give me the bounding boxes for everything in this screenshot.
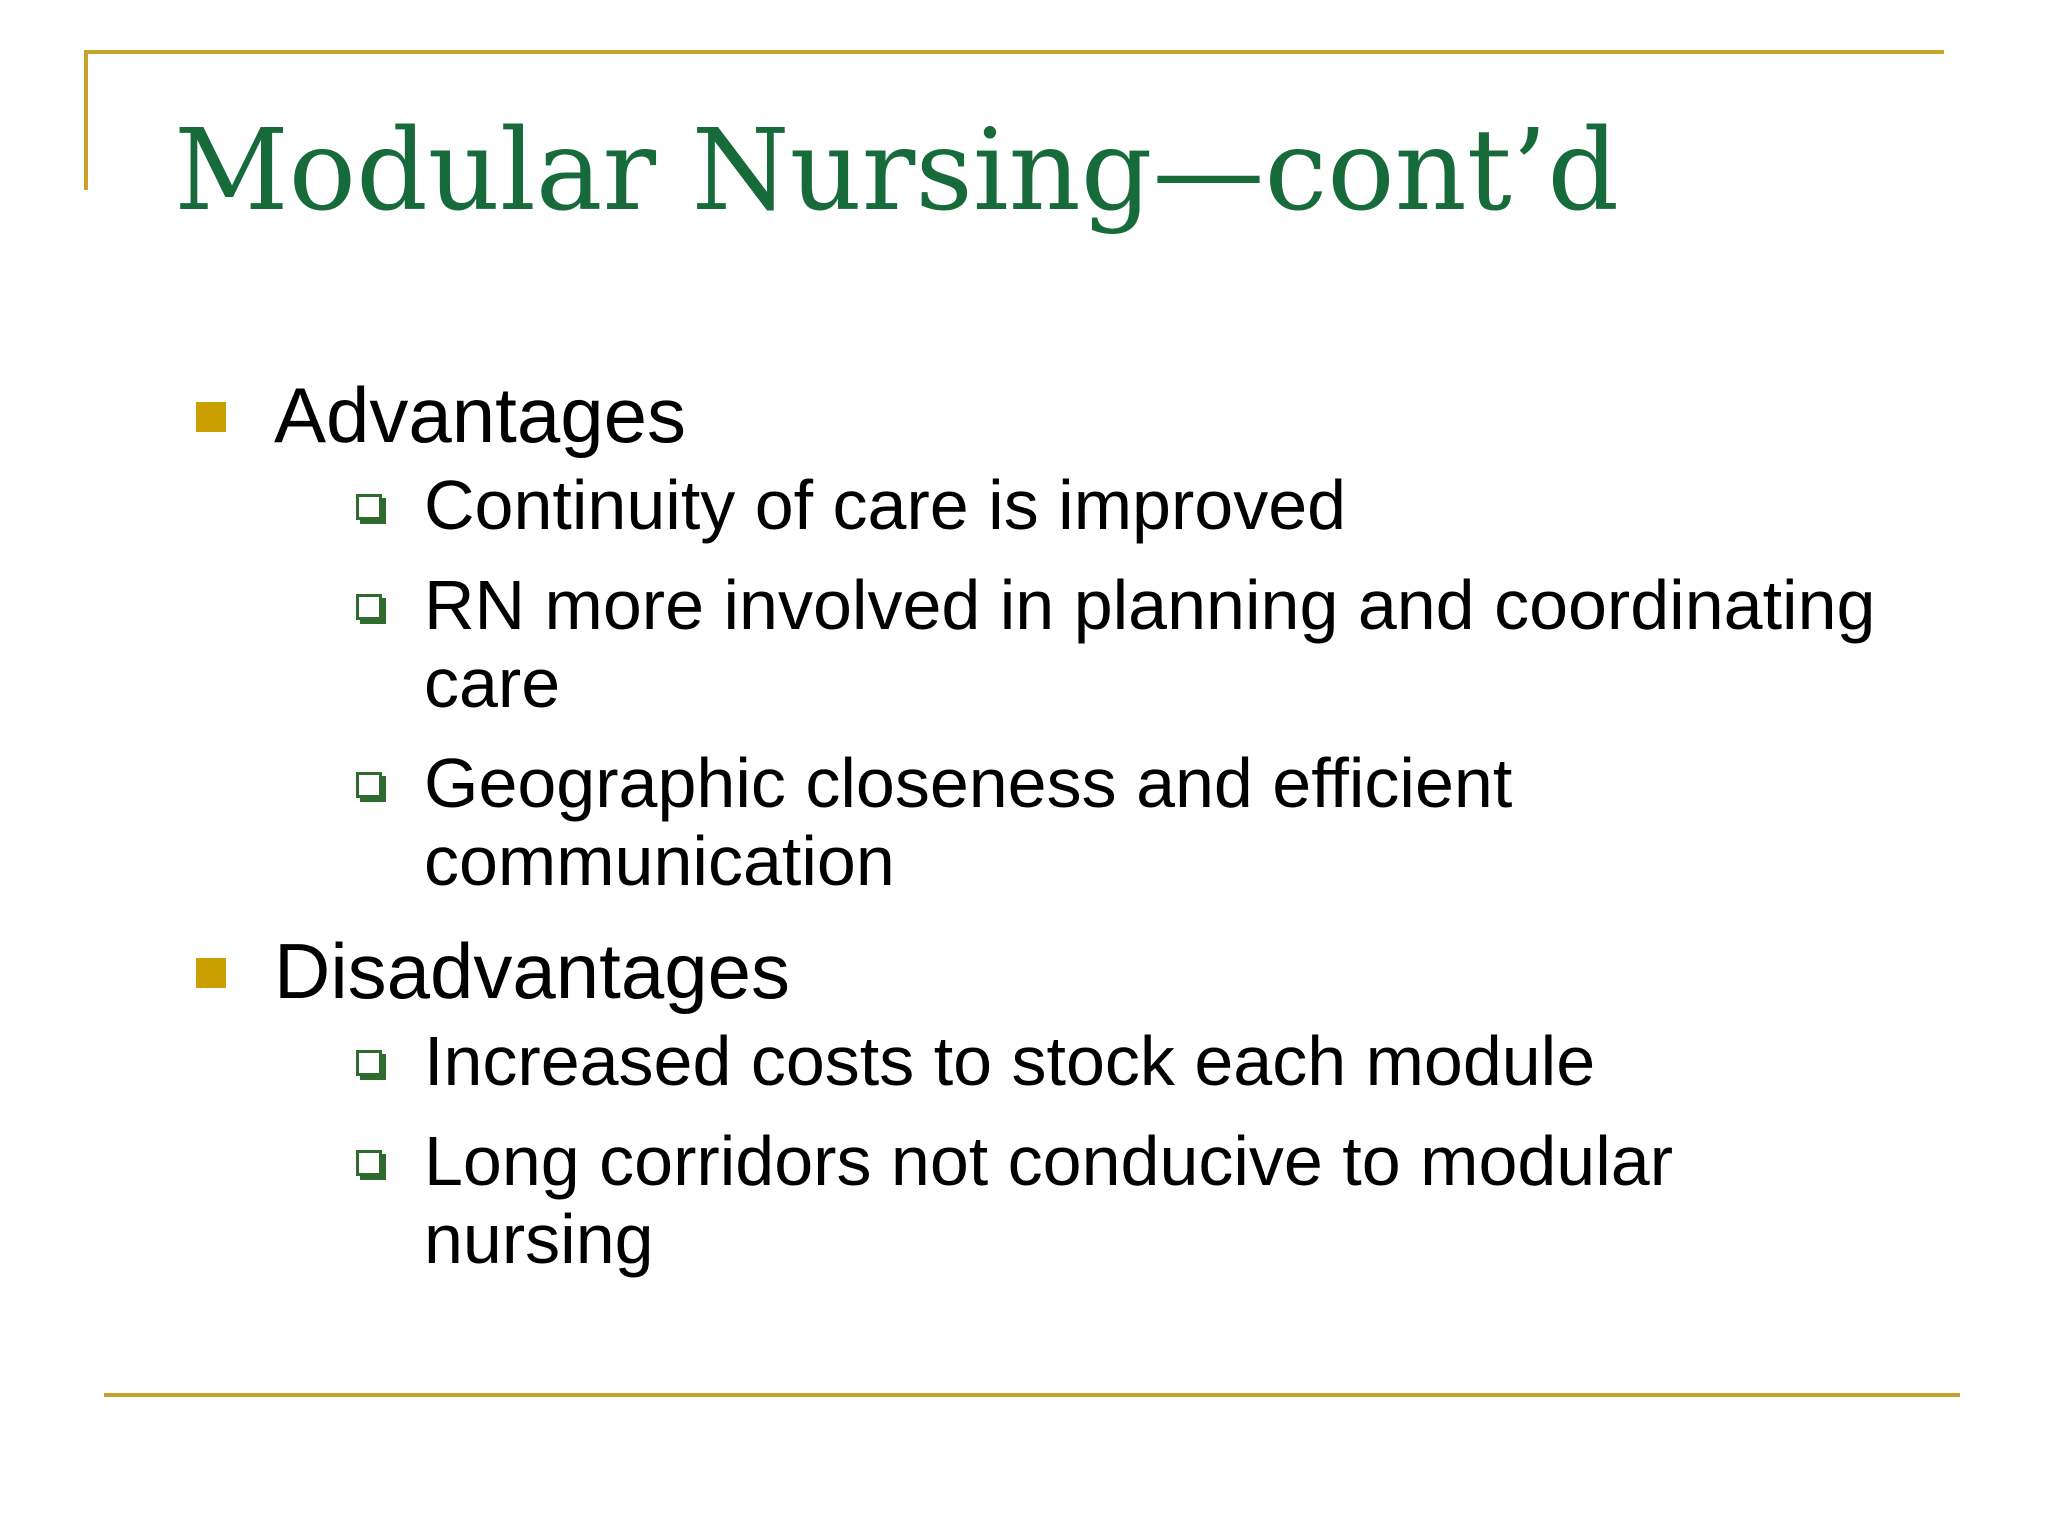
section-advantages (196, 370, 1916, 900)
list-item (274, 566, 1916, 722)
section-heading: Advantages (274, 371, 686, 459)
list-item (274, 1022, 1916, 1100)
sublist (274, 466, 1916, 900)
list-item-text: Increased costs to stock each module (424, 1022, 1596, 1100)
shadowed-box-icon (356, 1050, 382, 1076)
filled-square-icon (196, 402, 226, 432)
bottom-rule (104, 1393, 1960, 1397)
sublist (274, 1022, 1916, 1278)
top-rule (84, 50, 1944, 54)
list-item (274, 744, 1916, 900)
list-item (274, 466, 1916, 544)
shadowed-box-icon (356, 772, 382, 798)
list-item-text: Continuity of care is improved (424, 466, 1347, 544)
list-item (274, 1122, 1916, 1278)
list-item-text: Long corridors not conducive to modular nursing (424, 1122, 1674, 1278)
shadowed-box-icon (356, 1150, 382, 1176)
slide-title: Modular Nursing—cont’d (174, 106, 1620, 236)
section-disadvantages (196, 926, 1916, 1278)
shadowed-box-icon (356, 594, 382, 620)
left-rule (84, 50, 88, 190)
bullet-list (196, 370, 1916, 1278)
shadowed-box-icon (356, 494, 382, 520)
filled-square-icon (196, 958, 226, 988)
list-item-text: RN more involved in planning and coordinating care (424, 566, 1876, 722)
list-item-text: Geographic closeness and efficient communication (424, 744, 1513, 900)
section-heading: Disadvantages (274, 927, 790, 1015)
